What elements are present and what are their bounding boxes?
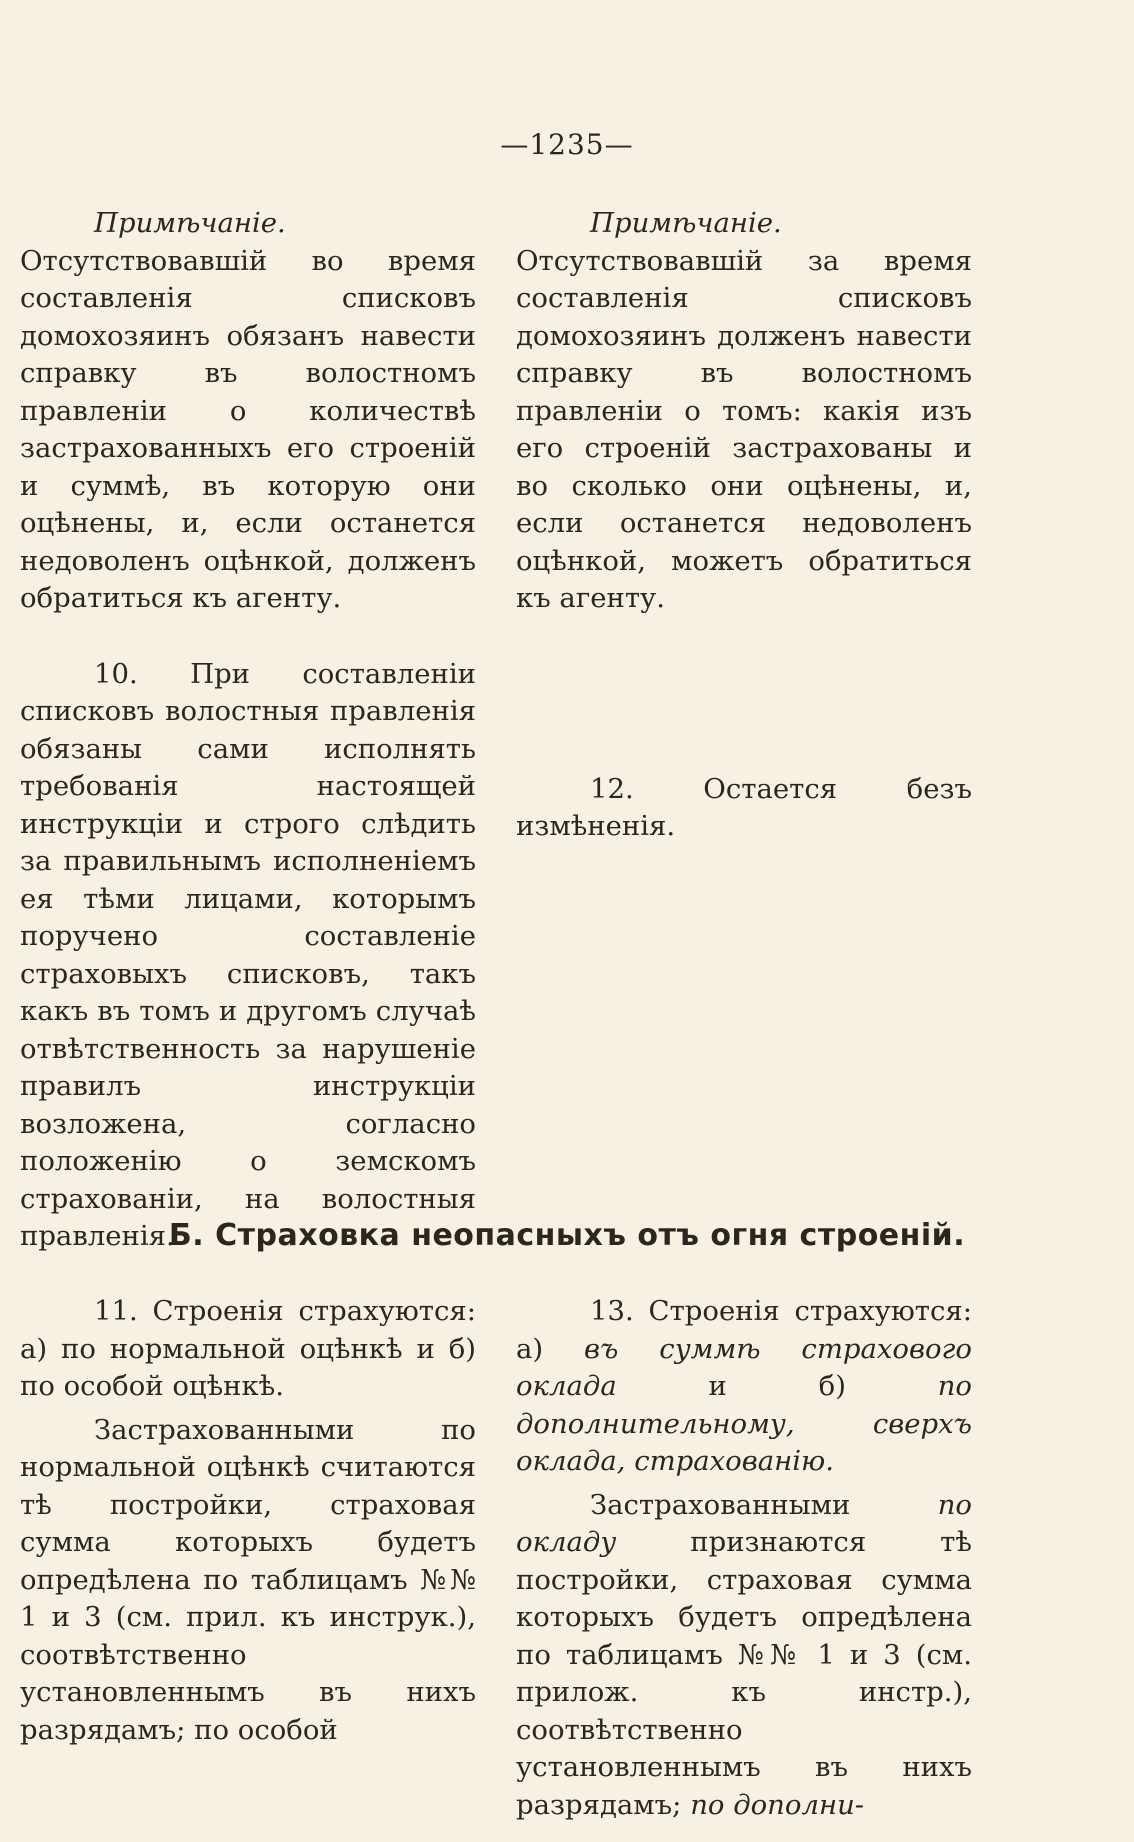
right-note bbox=[516, 205, 972, 618]
para13-body-italic: по окладу bbox=[516, 1488, 972, 1558]
para13-b-italic: по дополнительному, сверхъ оклада, страхованію. bbox=[516, 1370, 972, 1477]
section-heading: Б. Страховка неопасныхъ отъ огня строеній. bbox=[168, 1218, 966, 1253]
para13-body-start: Застрахованными bbox=[590, 1488, 851, 1521]
left-paragraph-11-intro: 11. Строенія страхуются: а) по нормальной оцѣнкѣ и б) по особой оцѣнкѣ. bbox=[20, 1295, 476, 1402]
para13-a-prefix: 13. Строенія страхуются: а) bbox=[516, 1295, 972, 1365]
right-note-text: Отсутствовавшій за время составленія списковъ домохозяинъ долженъ навести справку въ волостномъ правленіи о томъ: какія изъ его строеній застрахованы и во сколько они оцѣнены, и, если останется недоволенъ оцѣнкой, можетъ обратиться къ агенту. bbox=[516, 244, 972, 614]
para13-a-italic: въ суммѣ страхового оклада bbox=[516, 1332, 972, 1402]
left-note-label: Примѣчаніе. bbox=[94, 207, 286, 239]
right-paragraph-12: 12. Остается безъ измѣненія. bbox=[516, 772, 972, 842]
left-paragraph-11-body: Застрахованными по нормальной оцѣнкѣ считаются тѣ постройки, страховая сумма которыхъ будетъ опредѣлена по таблицамъ №№ 1 и 3 (см. прил. къ инструк.), соотвѣтственно установленнымъ въ нихъ разрядамъ; по особой bbox=[20, 1413, 476, 1746]
page-number: —1235— bbox=[500, 128, 634, 161]
left-column-upper bbox=[20, 205, 476, 1256]
para13-body-mid: признаются тѣ постройки, страховая сумма которыхъ будетъ опредѣлена по таблицамъ №№ 1 и 3 (см. прилож. къ инстр.), соотвѣтственно установленнымъ въ нихъ разрядамъ; bbox=[516, 1526, 972, 1821]
para13-body-end-italic: по дополни- bbox=[690, 1788, 865, 1821]
right-column-upper bbox=[516, 205, 972, 846]
right-paragraph-13-intro bbox=[516, 1293, 972, 1481]
right-paragraph-13-body bbox=[516, 1487, 972, 1825]
left-note bbox=[20, 205, 476, 618]
left-note-text: Отсутствовавшій во время составленія списковъ домохозяинъ обязанъ навести справку въ волостномъ правленіи о количествѣ застрахованныхъ его строеній и суммѣ, въ которую они оцѣнены, и, если останется недоволенъ оцѣнкой, долженъ обратиться къ агенту. bbox=[20, 244, 476, 614]
right-note-label: Примѣчаніе. bbox=[590, 207, 782, 239]
right-column-lower bbox=[516, 1293, 972, 1824]
left-paragraph-10: 10. При составленіи списковъ волостныя правленія обязаны сами исполнять требованія настоящей инструкціи и строго слѣдить за правильнымъ исполненіемъ ея тѣми лицами, которымъ поручено составленіе страховыхъ списковъ, такъ какъ въ томъ и другомъ случаѣ отвѣтственность за нарушеніе правилъ инструкціи возложена, согласно положенію о земскомъ страхованіи, на волостныя правленія. bbox=[20, 657, 476, 1252]
para13-b-prefix: и б) bbox=[708, 1370, 846, 1402]
left-column-lower bbox=[20, 1293, 476, 1749]
